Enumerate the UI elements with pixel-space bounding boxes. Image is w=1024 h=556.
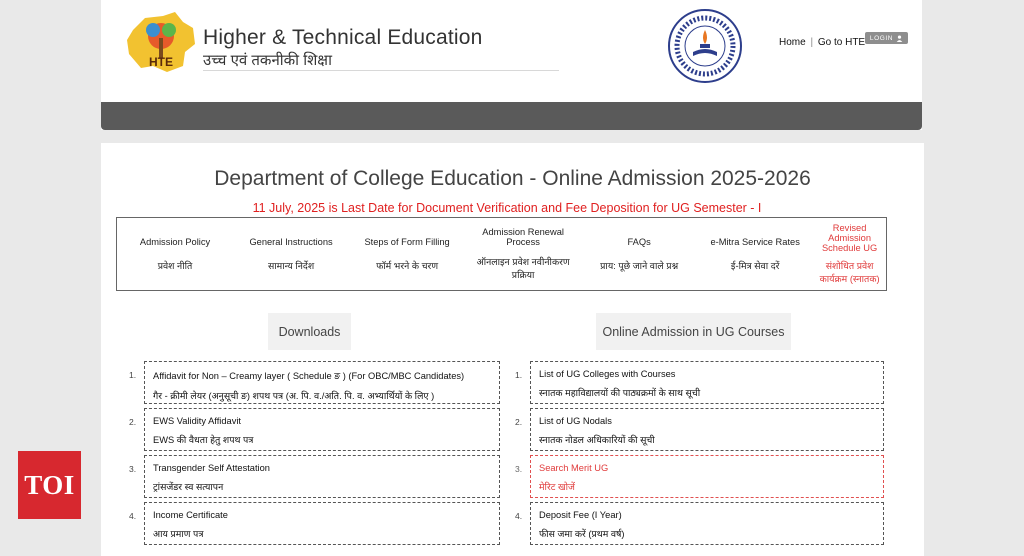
login-button[interactable] <box>865 32 908 44</box>
item-label-hi: आय प्रमाण पत्र <box>153 529 204 539</box>
item-label-hi: स्नातक महाविद्यालयों की पाठ्यक्रमों के साथ सूची <box>539 388 701 398</box>
nav-label-hi: ऑनलाइन प्रवेश नवीनीकरण प्रक्रिया <box>476 257 570 280</box>
toi-watermark-logo: TOI <box>18 451 81 519</box>
main-content <box>101 143 924 556</box>
nav-emitra-rates[interactable] <box>697 218 813 290</box>
nav-label-hi: सामान्य निर्देश <box>267 260 315 271</box>
hte-logo-icon[interactable] <box>123 8 199 74</box>
home-link[interactable]: Home <box>779 37 806 48</box>
header-nav-bar <box>101 102 922 130</box>
item-label-hi: ट्रांसजेंडर स्व सत्यापन <box>153 482 224 492</box>
nav-label-en: FAQs <box>627 236 651 247</box>
nav-steps-form-filling[interactable] <box>349 218 465 290</box>
item-number: 4. <box>129 511 137 521</box>
header-divider <box>203 70 559 71</box>
brand-title: Higher & Technical Education <box>203 26 483 49</box>
list-item[interactable] <box>129 502 500 545</box>
item-label-hi: स्नातक नोडल अधिकारियों की सूची <box>539 435 655 445</box>
nav-label-hi: संशोधित प्रवेश कार्यक्रम (स्नातक) <box>819 261 880 284</box>
department-seal-icon <box>667 8 743 84</box>
top-links <box>779 37 865 48</box>
nav-label-en: e-Mitra Service Rates <box>710 236 800 247</box>
list-item[interactable] <box>129 455 500 498</box>
link-separator: | <box>810 37 814 48</box>
item-label-hi: फीस जमा करें (प्रथम वर्ष) <box>539 529 625 539</box>
login-label: LOGIN <box>869 34 894 42</box>
online-admission-list <box>515 361 884 549</box>
item-label-hi: EWS की वैधता हेतु शपथ पत्र <box>153 435 254 445</box>
item-label-en: List of UG Nodals <box>539 416 612 426</box>
list-item[interactable] <box>515 408 884 451</box>
item-label-en: Transgender Self Attestation <box>153 463 270 473</box>
nav-label-en: Admission Renewal Process <box>482 227 564 247</box>
nav-revised-schedule[interactable] <box>813 218 886 290</box>
item-number: 3. <box>129 464 137 474</box>
deadline-notice: 11 July, 2025 is Last Date for Document Verification and Fee Deposition for UG Semester - I <box>252 201 762 215</box>
nav-label-hi: प्रवेश नीति <box>157 260 193 271</box>
item-number: 1. <box>129 370 137 380</box>
item-number: 2. <box>515 417 523 427</box>
logo-text: HTE <box>149 55 173 69</box>
page-title: Department of College Education - Online Admission 2025-2026 <box>214 167 811 190</box>
downloads-heading-button[interactable]: Downloads <box>268 313 351 350</box>
nav-admission-policy[interactable] <box>117 218 233 290</box>
nav-label-en: Revised Admission Schedule UG <box>821 223 878 253</box>
nav-faqs[interactable] <box>581 218 697 290</box>
go-to-hte-link[interactable]: Go to HTE <box>817 37 866 48</box>
item-label-en: Affidavit for Non – Creamy layer ( Schedule ङ ) (For OBC/MBC Candidates) <box>153 371 465 381</box>
list-item[interactable] <box>515 361 884 404</box>
nav-label-hi: फॉर्म भरने के चरण <box>376 260 439 271</box>
item-label-en: List of UG Colleges with Courses <box>539 369 676 379</box>
list-item[interactable] <box>515 502 884 545</box>
item-number: 2. <box>129 417 137 427</box>
nav-label-hi: प्राय: पूछे जाने वाले प्रश्न <box>600 260 679 271</box>
search-merit-link[interactable] <box>515 455 884 498</box>
item-label-hi: मेरिट खोजें <box>539 482 575 492</box>
downloads-list <box>129 361 500 549</box>
brand-subtitle: उच्च एवं तकनीकी शिक्षा <box>203 52 332 69</box>
nav-general-instructions[interactable] <box>233 218 349 290</box>
nav-label-hi: ई-मित्र सेवा दरें <box>730 260 780 271</box>
user-icon <box>896 35 903 42</box>
online-admission-heading-button[interactable]: Online Admission in UG Courses <box>596 313 791 350</box>
item-number: 1. <box>515 370 523 380</box>
item-label-en: Income Certificate <box>153 510 228 520</box>
item-label-en: Search Merit UG <box>539 463 609 473</box>
item-label-en: EWS Validity Affidavit <box>153 416 242 426</box>
nav-label-en: Steps of Form Filling <box>364 236 450 247</box>
item-label-en: Deposit Fee (I Year) <box>539 510 622 520</box>
nav-label-en: General Instructions <box>249 236 333 247</box>
site-header <box>101 0 922 130</box>
list-item[interactable] <box>129 361 500 404</box>
quick-links-box <box>116 217 887 291</box>
item-number: 3. <box>515 464 523 474</box>
list-item[interactable] <box>129 408 500 451</box>
item-number: 4. <box>515 511 523 521</box>
nav-renewal-process[interactable] <box>465 218 581 290</box>
item-label-hi: गैर - क्रीमी लेयर (अनुसूची ङ) शपथ पत्र (अ. पि. व./अति. पि. व. अभ्यार्थियों के लिए ) <box>153 391 435 401</box>
nav-label-en: Admission Policy <box>139 236 211 247</box>
